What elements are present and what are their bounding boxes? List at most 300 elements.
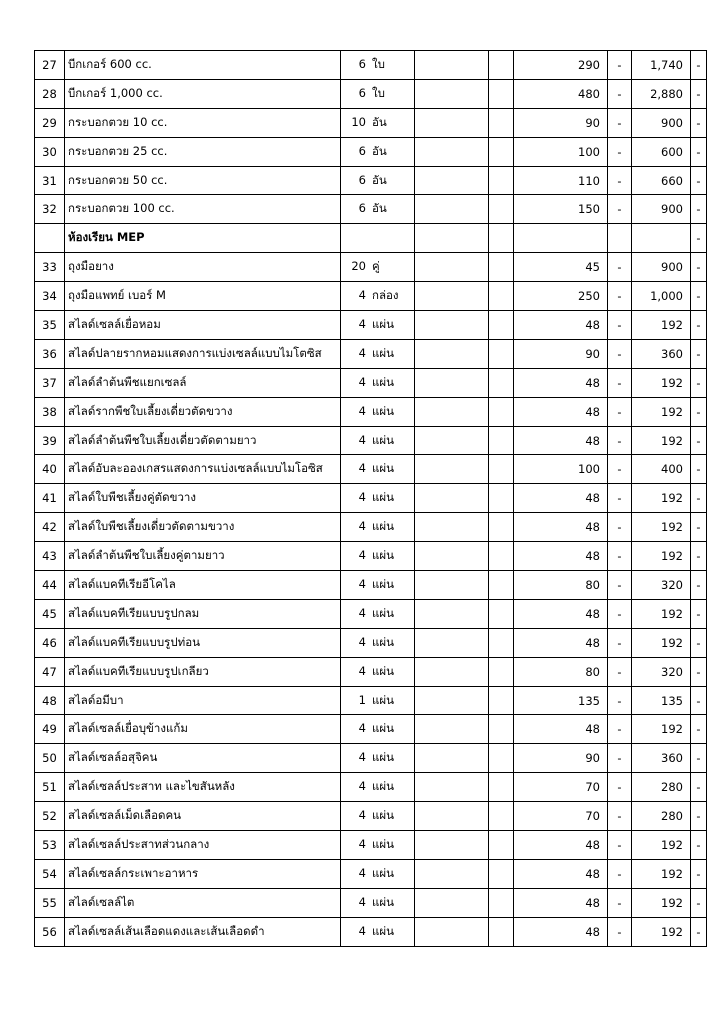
dash-cell: -: [608, 368, 632, 397]
empty-cell: [489, 282, 514, 311]
row-number-cell: 33: [35, 253, 65, 282]
unit-price-cell: 48: [514, 368, 608, 397]
total-price-cell: 135: [632, 686, 691, 715]
item-name-cell: สไลด์ใบพืชเลี้ยงเดี่ยวตัดตามขวาง: [65, 513, 341, 542]
empty-cell: [415, 166, 489, 195]
item-name-cell: สไลด์เซลล์เม็ดเลือดคน: [65, 802, 341, 831]
unit-price-cell: 45: [514, 253, 608, 282]
row-number-cell: 32: [35, 195, 65, 224]
quantity-cell: [341, 455, 415, 484]
quantity-value: 4: [358, 808, 366, 823]
quantity-unit: แผ่น: [372, 548, 395, 563]
item-name-cell: สไลด์ปลายรากหอมแสดงการแบ่งเซลล์แบบไมโตซิส: [65, 339, 341, 368]
table-row: [35, 599, 707, 628]
row-number-cell: 51: [35, 773, 65, 802]
quantity-value: 4: [358, 865, 366, 880]
empty-cell: [415, 253, 489, 282]
quantity-unit: กล่อง: [372, 288, 399, 303]
unit-price-cell: 48: [514, 715, 608, 744]
equipment-price-table: [34, 50, 707, 947]
empty-cell: [415, 802, 489, 831]
dash-cell: -: [608, 426, 632, 455]
dash-cell: -: [691, 628, 707, 657]
unit-price-cell: 90: [514, 339, 608, 368]
empty-cell: [415, 686, 489, 715]
item-name-cell: สไลด์แบคทีเรียแบบรูปเกลียว: [65, 657, 341, 686]
quantity-cell: [341, 253, 415, 282]
table-row: [35, 744, 707, 773]
dash-cell: -: [691, 311, 707, 340]
quantity-unit: แผ่น: [372, 316, 395, 331]
empty-cell: [341, 224, 415, 253]
total-price-cell: 192: [632, 368, 691, 397]
item-name-cell: กระบอกตวย 25 cc.: [65, 137, 341, 166]
quantity-unit: แผ่น: [372, 663, 395, 678]
dash-cell: -: [608, 715, 632, 744]
total-price-cell: 280: [632, 802, 691, 831]
table-row: [35, 166, 707, 195]
dash-cell: -: [608, 513, 632, 542]
dash-cell: -: [608, 773, 632, 802]
row-number-cell: 29: [35, 108, 65, 137]
row-number-cell: 39: [35, 426, 65, 455]
total-price-cell: 192: [632, 888, 691, 917]
empty-cell: [415, 513, 489, 542]
quantity-value: 6: [358, 143, 366, 158]
unit-price-cell: 150: [514, 195, 608, 224]
quantity-value: 4: [358, 605, 366, 620]
row-number-cell: 28: [35, 79, 65, 108]
table-row: [35, 859, 707, 888]
unit-price-cell: 48: [514, 599, 608, 628]
row-number-cell: 31: [35, 166, 65, 195]
table-row: [35, 686, 707, 715]
row-number-cell: 53: [35, 831, 65, 860]
quantity-unit: แผ่น: [372, 403, 395, 418]
quantity-value: 4: [358, 432, 366, 447]
item-name-cell: สไลด์แบคทีเรียอีโคไล: [65, 571, 341, 600]
row-number-cell: 47: [35, 657, 65, 686]
quantity-unit: แผ่น: [372, 779, 395, 794]
item-name-cell: สไลด์แบคทีเรียแบบรูปกลม: [65, 599, 341, 628]
total-price-cell: 192: [632, 917, 691, 946]
dash-cell: -: [691, 253, 707, 282]
quantity-value: 4: [358, 576, 366, 591]
quantity-cell: [341, 79, 415, 108]
item-name-cell: กระบอกตวย 100 cc.: [65, 195, 341, 224]
dash-cell: -: [691, 108, 707, 137]
empty-cell: [415, 51, 489, 80]
empty-cell: [489, 51, 514, 80]
unit-price-cell: 48: [514, 311, 608, 340]
quantity-unit: ใบ: [372, 56, 385, 71]
quantity-unit: แผ่น: [372, 894, 395, 909]
empty-cell: [489, 744, 514, 773]
dash-cell: -: [691, 397, 707, 426]
quantity-cell: [341, 166, 415, 195]
dash-cell: -: [691, 484, 707, 513]
item-name-cell: สไลด์เซลล์อสุจิคน: [65, 744, 341, 773]
total-price-cell: 1,000: [632, 282, 691, 311]
total-price-cell: 900: [632, 253, 691, 282]
quantity-unit: คู่: [372, 259, 380, 274]
quantity-cell: [341, 542, 415, 571]
dash-cell: -: [608, 542, 632, 571]
dash-cell: -: [691, 542, 707, 571]
unit-price-cell: 110: [514, 166, 608, 195]
quantity-cell: [341, 513, 415, 542]
dash-cell: -: [608, 888, 632, 917]
quantity-value: 4: [358, 403, 366, 418]
empty-cell: [415, 542, 489, 571]
dash-cell: -: [608, 282, 632, 311]
table-row: [35, 484, 707, 513]
empty-cell: [489, 888, 514, 917]
item-name-cell: กระบอกตวย 50 cc.: [65, 166, 341, 195]
total-price-cell: 660: [632, 166, 691, 195]
table-row: [35, 455, 707, 484]
dash-cell: -: [691, 79, 707, 108]
empty-cell: [489, 166, 514, 195]
empty-cell: [415, 657, 489, 686]
quantity-cell: [341, 831, 415, 860]
dash-cell: -: [608, 166, 632, 195]
quantity-cell: [341, 484, 415, 513]
quantity-unit: แผ่น: [372, 432, 395, 447]
row-number-cell: 40: [35, 455, 65, 484]
item-name-cell: สไลด์เซลล์ไต: [65, 888, 341, 917]
quantity-value: 6: [358, 85, 366, 100]
table-row: [35, 628, 707, 657]
item-name-cell: ถุงมือแพทย์ เบอร์ M: [65, 282, 341, 311]
quantity-value: 4: [358, 923, 366, 938]
quantity-cell: [341, 282, 415, 311]
dash-cell: -: [691, 917, 707, 946]
quantity-unit: ใบ: [372, 85, 385, 100]
table-row: [35, 397, 707, 426]
dash-cell: -: [691, 166, 707, 195]
empty-cell: [415, 917, 489, 946]
total-price-cell: 192: [632, 484, 691, 513]
row-number-cell: 49: [35, 715, 65, 744]
unit-price-cell: 80: [514, 657, 608, 686]
dash-cell: -: [608, 455, 632, 484]
dash-cell: -: [691, 137, 707, 166]
item-name-cell: กระบอกตวย 10 cc.: [65, 108, 341, 137]
unit-price-cell: 48: [514, 628, 608, 657]
empty-cell: [415, 426, 489, 455]
quantity-cell: [341, 657, 415, 686]
item-name-cell: สไลด์เซลล์เยื่อบุข้างแก้ม: [65, 715, 341, 744]
empty-cell: [415, 195, 489, 224]
dash-cell: -: [691, 802, 707, 831]
quantity-cell: [341, 368, 415, 397]
unit-price-cell: 135: [514, 686, 608, 715]
item-name-cell: สไลด์เซลล์ประสาท และไขสันหลัง: [65, 773, 341, 802]
quantity-cell: [341, 859, 415, 888]
row-number-cell: 36: [35, 339, 65, 368]
dash-cell: -: [691, 455, 707, 484]
dash-cell: -: [691, 224, 707, 253]
empty-cell: [489, 311, 514, 340]
unit-price-cell: 290: [514, 51, 608, 80]
row-number-cell: 35: [35, 311, 65, 340]
dash-cell: -: [608, 917, 632, 946]
table-row: [35, 917, 707, 946]
empty-cell: [415, 744, 489, 773]
empty-cell: [489, 917, 514, 946]
empty-cell: [489, 455, 514, 484]
empty-cell: [632, 224, 691, 253]
empty-cell: [415, 773, 489, 802]
quantity-value: 4: [358, 519, 366, 534]
dash-cell: -: [691, 859, 707, 888]
unit-price-cell: 480: [514, 79, 608, 108]
item-name-cell: สไลด์แบคทีเรียแบบรูปท่อน: [65, 628, 341, 657]
item-name-cell: สไลด์ใบพืชเลี้ยงคู่ตัดขวาง: [65, 484, 341, 513]
row-number-cell: 37: [35, 368, 65, 397]
empty-cell: [415, 79, 489, 108]
unit-price-cell: 48: [514, 888, 608, 917]
table-row: [35, 79, 707, 108]
quantity-unit: แผ่น: [372, 605, 395, 620]
quantity-value: 4: [358, 316, 366, 331]
quantity-value: 6: [358, 172, 366, 187]
unit-price-cell: 48: [514, 426, 608, 455]
empty-cell: [489, 831, 514, 860]
empty-cell: [489, 253, 514, 282]
empty-cell: [489, 397, 514, 426]
quantity-unit: แผ่น: [372, 374, 395, 389]
empty-cell: [489, 599, 514, 628]
quantity-unit: แผ่น: [372, 345, 395, 360]
empty-cell: [489, 628, 514, 657]
quantity-cell: [341, 628, 415, 657]
empty-cell: [415, 339, 489, 368]
row-number-cell: 45: [35, 599, 65, 628]
empty-cell: [489, 571, 514, 600]
item-name-cell: สไลด์รากพืชใบเลี้ยงเดี่ยวตัดขวาง: [65, 397, 341, 426]
dash-cell: -: [608, 628, 632, 657]
total-price-cell: 900: [632, 195, 691, 224]
total-price-cell: 192: [632, 628, 691, 657]
table-row: [35, 542, 707, 571]
quantity-unit: แผ่น: [372, 750, 395, 765]
quantity-unit: แผ่น: [372, 519, 395, 534]
quantity-value: 4: [358, 779, 366, 794]
item-name-cell: สไลด์เซลล์เยื่อหอม: [65, 311, 341, 340]
row-number-cell: 48: [35, 686, 65, 715]
unit-price-cell: 48: [514, 484, 608, 513]
quantity-value: 4: [358, 461, 366, 476]
quantity-unit: แผ่น: [372, 634, 395, 649]
quantity-value: 4: [358, 374, 366, 389]
quantity-cell: [341, 195, 415, 224]
quantity-cell: [341, 311, 415, 340]
table-row: [35, 888, 707, 917]
quantity-cell: [341, 599, 415, 628]
empty-cell: [415, 397, 489, 426]
quantity-cell: [341, 802, 415, 831]
dash-cell: -: [608, 571, 632, 600]
total-price-cell: 320: [632, 571, 691, 600]
quantity-value: 4: [358, 490, 366, 505]
item-name-cell: สไลด์เซลล์ประสาทส่วนกลาง: [65, 831, 341, 860]
row-number-cell: 52: [35, 802, 65, 831]
quantity-value: 20: [351, 259, 366, 274]
quantity-cell: [341, 917, 415, 946]
dash-cell: -: [691, 686, 707, 715]
dash-cell: -: [608, 108, 632, 137]
empty-cell: [415, 888, 489, 917]
row-number-cell: 34: [35, 282, 65, 311]
table-body: [35, 51, 707, 947]
dash-cell: -: [691, 195, 707, 224]
empty-cell: [415, 831, 489, 860]
empty-cell: [489, 859, 514, 888]
empty-cell: [489, 339, 514, 368]
quantity-value: 4: [358, 548, 366, 563]
empty-cell: [489, 195, 514, 224]
section-row: [35, 224, 707, 253]
total-price-cell: 900: [632, 108, 691, 137]
table-row: [35, 426, 707, 455]
dash-cell: -: [691, 282, 707, 311]
unit-price-cell: 70: [514, 773, 608, 802]
quantity-unit: อัน: [372, 114, 387, 129]
total-price-cell: 280: [632, 773, 691, 802]
quantity-cell: [341, 397, 415, 426]
total-price-cell: 192: [632, 311, 691, 340]
table-row: [35, 773, 707, 802]
quantity-cell: [341, 571, 415, 600]
table-row: [35, 368, 707, 397]
quantity-cell: [341, 108, 415, 137]
quantity-unit: แผ่น: [372, 692, 395, 707]
quantity-cell: [341, 773, 415, 802]
dash-cell: -: [691, 773, 707, 802]
item-name-cell: สไลด์ลำต้นพืชใบเลี้ยงเดี่ยวตัดตามยาว: [65, 426, 341, 455]
total-price-cell: 192: [632, 397, 691, 426]
unit-price-cell: 90: [514, 744, 608, 773]
row-number-cell: 44: [35, 571, 65, 600]
empty-cell: [415, 628, 489, 657]
quantity-cell: [341, 715, 415, 744]
table-row: [35, 195, 707, 224]
quantity-value: 6: [358, 201, 366, 216]
item-name-cell: สไลด์อมีบา: [65, 686, 341, 715]
unit-price-cell: 48: [514, 917, 608, 946]
table-row: [35, 657, 707, 686]
empty-cell: [489, 715, 514, 744]
total-price-cell: 2,880: [632, 79, 691, 108]
total-price-cell: 360: [632, 744, 691, 773]
unit-price-cell: 48: [514, 397, 608, 426]
quantity-unit: อัน: [372, 201, 387, 216]
dash-cell: -: [608, 79, 632, 108]
dash-cell: -: [608, 686, 632, 715]
table-row: [35, 137, 707, 166]
table-row: [35, 253, 707, 282]
dash-cell: -: [608, 657, 632, 686]
quantity-cell: [341, 686, 415, 715]
row-number-cell: 27: [35, 51, 65, 80]
row-number-cell: 43: [35, 542, 65, 571]
total-price-cell: 320: [632, 657, 691, 686]
total-price-cell: 192: [632, 599, 691, 628]
quantity-value: 4: [358, 750, 366, 765]
quantity-cell: [341, 426, 415, 455]
dash-cell: -: [691, 888, 707, 917]
empty-cell: [489, 657, 514, 686]
unit-price-cell: 80: [514, 571, 608, 600]
total-price-cell: 192: [632, 831, 691, 860]
quantity-cell: [341, 137, 415, 166]
row-number-cell: 38: [35, 397, 65, 426]
item-name-cell: ถุงมือยาง: [65, 253, 341, 282]
quantity-cell: [341, 51, 415, 80]
quantity-cell: [341, 339, 415, 368]
row-number-cell: 41: [35, 484, 65, 513]
dash-cell: -: [691, 571, 707, 600]
row-number-cell: 30: [35, 137, 65, 166]
empty-cell: [489, 224, 514, 253]
empty-cell: [489, 426, 514, 455]
total-price-cell: 360: [632, 339, 691, 368]
empty-cell: [415, 599, 489, 628]
dash-cell: -: [691, 426, 707, 455]
table-row: [35, 513, 707, 542]
table-row: [35, 339, 707, 368]
quantity-unit: แผ่น: [372, 490, 395, 505]
dash-cell: -: [691, 831, 707, 860]
dash-cell: -: [691, 657, 707, 686]
empty-cell: [415, 224, 489, 253]
item-name-cell: บีกเกอร์ 600 cc.: [65, 51, 341, 80]
unit-price-cell: 48: [514, 859, 608, 888]
table-row: [35, 571, 707, 600]
item-name-cell: บีกเกอร์ 1,000 cc.: [65, 79, 341, 108]
quantity-value: 4: [358, 721, 366, 736]
empty-cell: [415, 859, 489, 888]
dash-cell: -: [691, 339, 707, 368]
total-price-cell: 192: [632, 715, 691, 744]
row-number-cell: 46: [35, 628, 65, 657]
quantity-unit: อัน: [372, 172, 387, 187]
item-name-cell: สไลด์ลำต้นพืชแยกเซลล์: [65, 368, 341, 397]
item-name-cell: สไลด์เซลล์กระเพาะอาหาร: [65, 859, 341, 888]
dash-cell: -: [608, 831, 632, 860]
unit-price-cell: 48: [514, 542, 608, 571]
quantity-value: 10: [351, 114, 366, 129]
dash-cell: -: [608, 253, 632, 282]
empty-cell: [415, 715, 489, 744]
empty-cell: [489, 802, 514, 831]
dash-cell: -: [691, 744, 707, 773]
dash-cell: -: [608, 137, 632, 166]
table-row: [35, 831, 707, 860]
quantity-unit: อัน: [372, 143, 387, 158]
table-row: [35, 311, 707, 340]
unit-price-cell: 70: [514, 802, 608, 831]
unit-price-cell: 250: [514, 282, 608, 311]
quantity-unit: แผ่น: [372, 576, 395, 591]
total-price-cell: 192: [632, 859, 691, 888]
dash-cell: -: [691, 715, 707, 744]
total-price-cell: 600: [632, 137, 691, 166]
total-price-cell: 192: [632, 426, 691, 455]
dash-cell: -: [608, 195, 632, 224]
